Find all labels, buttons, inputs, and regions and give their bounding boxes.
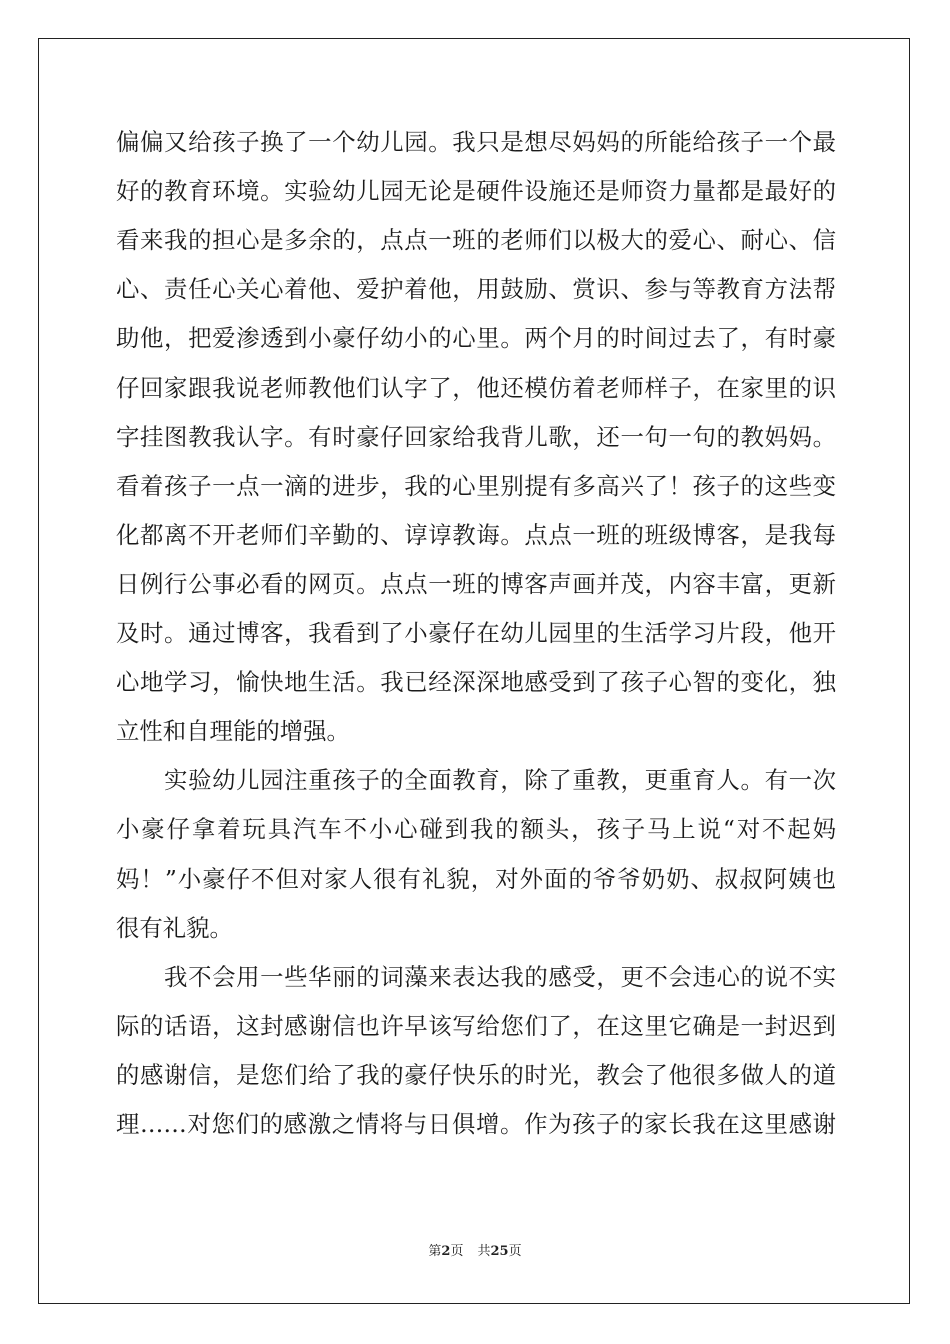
- page-number-prefix: 第: [428, 1244, 442, 1259]
- body-line: 助他，把爱渗透到小豪仔幼小的心里。两个月的时间过去了，有时豪: [116, 324, 836, 353]
- body-line: 看来我的担心是多余的，点点一班的老师们以极大的爱心、耐心、信: [116, 226, 836, 255]
- page-footer: [0, 1243, 950, 1261]
- body-line: 心地学习，愉快地生活。我已经深深地感受到了孩子心智的变化，独: [116, 668, 836, 697]
- total-pages: 25: [490, 1244, 509, 1259]
- body-line: 偏偏又给孩子换了一个幼儿园。我只是想尽妈妈的所能给孩子一个最: [116, 128, 836, 156]
- body-line: 实验幼儿园注重孩子的全面教育，除了重教，更重育人。有一次: [116, 766, 836, 795]
- total-pages-prefix: 共: [477, 1244, 491, 1259]
- body-line: 我不会用一些华丽的词藻来表达我的感受，更不会违心的说不实: [116, 962, 836, 991]
- body-line: 化都离不开老师们辛勤的、谆谆教诲。点点一班的班级博客，是我每: [116, 520, 836, 549]
- body-line: 理……对您们的感激之情将与日俱增。作为孩子的家长我在这里感谢: [116, 1110, 836, 1138]
- body-line: 日例行公事必看的网页。点点一班的博客声画并茂，内容丰富，更新: [116, 569, 836, 598]
- body-line: 及时。通过博客，我看到了小豪仔在幼儿园里的生活学习片段，他开: [116, 619, 836, 647]
- body-line: 小豪仔拿着玩具汽车不小心碰到我的额头，孩子马上说“对不起妈: [116, 815, 836, 844]
- body-line: 字挂图教我认字。有时豪仔回家给我背儿歌，还一句一句的教妈妈。: [116, 422, 836, 451]
- body-line: 好的教育环境。实验幼儿园无论是硬件设施还是师资力量都是最好的: [116, 177, 836, 206]
- total-pages-suffix: 页: [508, 1244, 522, 1259]
- body-line: 立性和自理能的增强。: [116, 717, 350, 746]
- body-line: 仔回家跟我说老师教他们认字了，他还模仿着老师样子，在家里的识: [116, 373, 836, 402]
- body-line: 心、责任心关心着他、爱护着他，用鼓励、赏识、参与等教育方法帮: [116, 275, 836, 304]
- body-line: 很有礼貌。: [116, 913, 233, 942]
- page-number-suffix: 页: [450, 1244, 464, 1259]
- page-number: 2: [441, 1244, 451, 1259]
- body-line: 的感谢信，是您们给了我的豪仔快乐的时光，教会了他很多做人的道: [116, 1060, 836, 1089]
- body-line: 妈！”小豪仔不但对家人很有礼貌，对外面的爷爷奶奶、叔叔阿姨也: [116, 864, 836, 893]
- body-line: 看着孩子一点一滴的进步，我的心里别提有多高兴了！孩子的这些变: [116, 471, 836, 500]
- body-line: 际的话语，这封感谢信也许早该写给您们了，在这里它确是一封迟到: [116, 1011, 836, 1040]
